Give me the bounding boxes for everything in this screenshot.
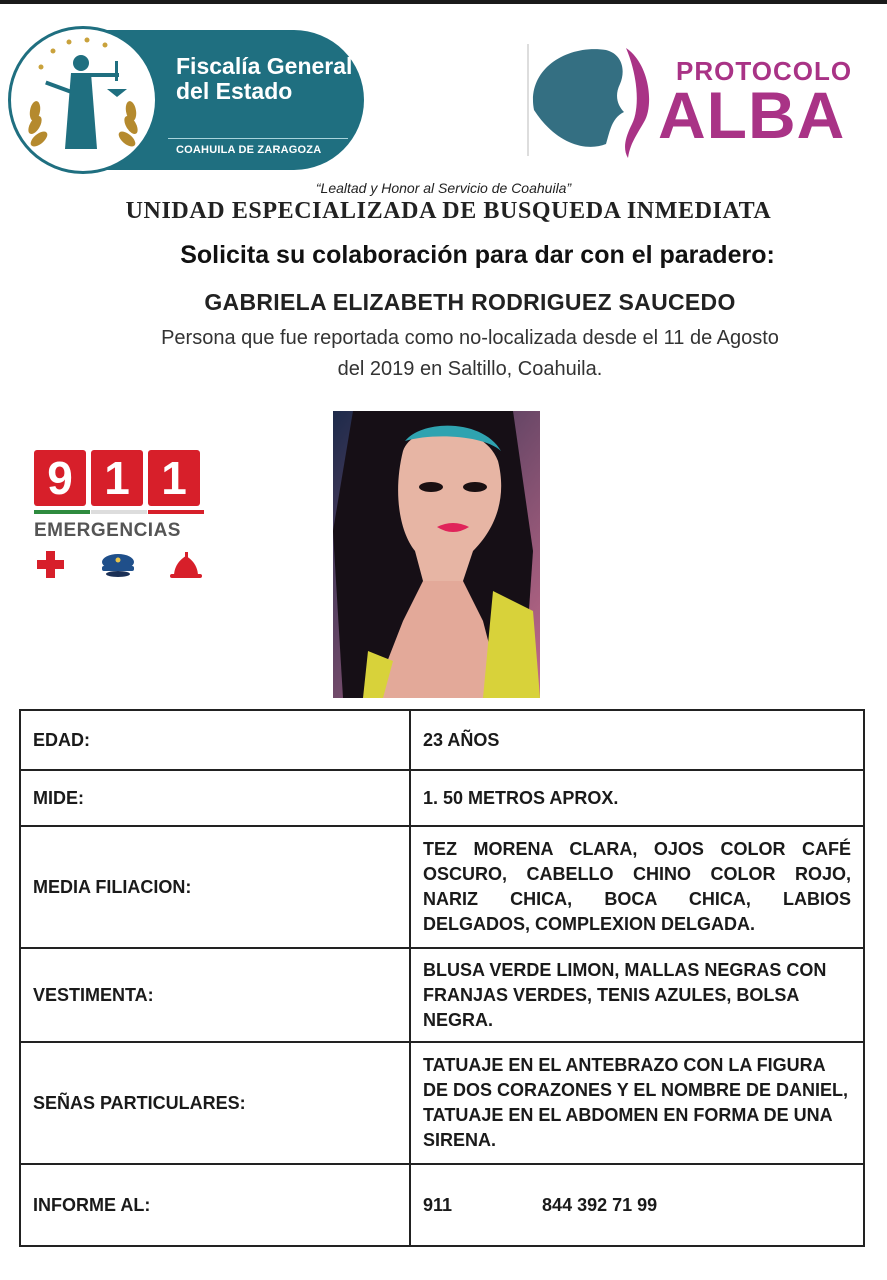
age-label: EDAD: xyxy=(20,710,410,770)
marks-label: SEÑAS PARTICULARES: xyxy=(20,1042,410,1164)
table-row-age xyxy=(20,710,864,770)
justice-emblem xyxy=(8,26,158,174)
table-row-marks xyxy=(20,1042,864,1164)
table-row-contact xyxy=(20,1164,864,1246)
emergency-911-logo xyxy=(34,450,204,590)
clothing-value: BLUSA VERDE LIMON, MALLAS NEGRAS CON FRANJAS VERDES, TENIS AZULES, BOLSA NEGRA. xyxy=(410,948,864,1042)
contact-value xyxy=(410,1164,864,1246)
digit-1: 1 xyxy=(91,450,143,506)
contact-label: INFORME AL: xyxy=(20,1164,410,1246)
face-profile-icon xyxy=(526,40,656,160)
phone-office[interactable]: 844 392 71 99 xyxy=(542,1194,658,1215)
top-border xyxy=(0,0,887,4)
height-label: MIDE: xyxy=(20,770,410,826)
details-table xyxy=(19,709,865,1247)
protocol-name: ALBA xyxy=(658,78,846,152)
fiscalia-title: Fiscalía General del Estado xyxy=(176,53,353,104)
table-row-description xyxy=(20,826,864,948)
fiscalia-state: COAHUILA DE ZARAGOZA xyxy=(176,144,322,156)
protocolo-alba-logo xyxy=(526,40,856,160)
red-cross-icon xyxy=(37,551,64,578)
agency-motto: “Lealtad y Honor al Servicio de Coahuila” xyxy=(315,180,572,196)
flag-white-stripe xyxy=(91,510,147,514)
age-value: 23 AÑOS xyxy=(410,710,864,770)
request-heading: Solicita su colaboración para dar con el paradero: xyxy=(180,241,775,269)
protocol-label: PROTOCOLO xyxy=(676,56,853,86)
description-value: TEZ MORENA CLARA, OJOS COLOR CAFÉ OSCURO, CABELLO CHINO COLOR ROJO, NARIZ CHICA, BOCA CHICA, LABIOS DELGADOS, COMPLEXION DELGADA. xyxy=(410,826,864,948)
fiscalia-logo xyxy=(8,26,366,174)
table-row-height xyxy=(20,770,864,826)
flag-red-stripe xyxy=(148,510,204,514)
emergency-label: EMERGENCIAS xyxy=(34,520,181,541)
flag-green-stripe xyxy=(34,510,90,514)
police-cap-icon xyxy=(102,554,134,577)
table-row-clothing xyxy=(20,948,864,1042)
phone-emergency[interactable]: 911 xyxy=(423,1194,453,1215)
missing-person-name: GABRIELA ELIZABETH RODRIGUEZ SAUCEDO xyxy=(204,289,736,315)
height-value: 1. 50 METROS APROX. xyxy=(410,770,864,826)
digit-1b: 1 xyxy=(148,450,200,506)
marks-value: TATUAJE EN EL ANTEBRAZO CON LA FIGURA DE DOS CORAZONES Y EL NOMBRE DE DANIEL, TATUAJE EN EL ABDOMEN EN FORMA DE UNA SIRENA. xyxy=(410,1042,864,1164)
firefighter-helmet-icon xyxy=(170,552,202,578)
description-label: MEDIA FILIACION: xyxy=(20,826,410,948)
report-text-line1: Persona que fue reportada como no-localizada desde el 11 de Agosto xyxy=(161,327,779,349)
report-text-line2: del 2019 en Saltillo, Coahuila. xyxy=(337,358,603,380)
clothing-label: VESTIMENTA: xyxy=(20,948,410,1042)
lady-justice-icon xyxy=(11,29,155,171)
unit-heading: UNIDAD ESPECIALIZADA DE BUSQUEDA INMEDIATA xyxy=(125,198,772,224)
missing-person-photo xyxy=(333,411,540,698)
emergency-icons xyxy=(34,548,204,582)
digit-9: 9 xyxy=(34,450,86,506)
